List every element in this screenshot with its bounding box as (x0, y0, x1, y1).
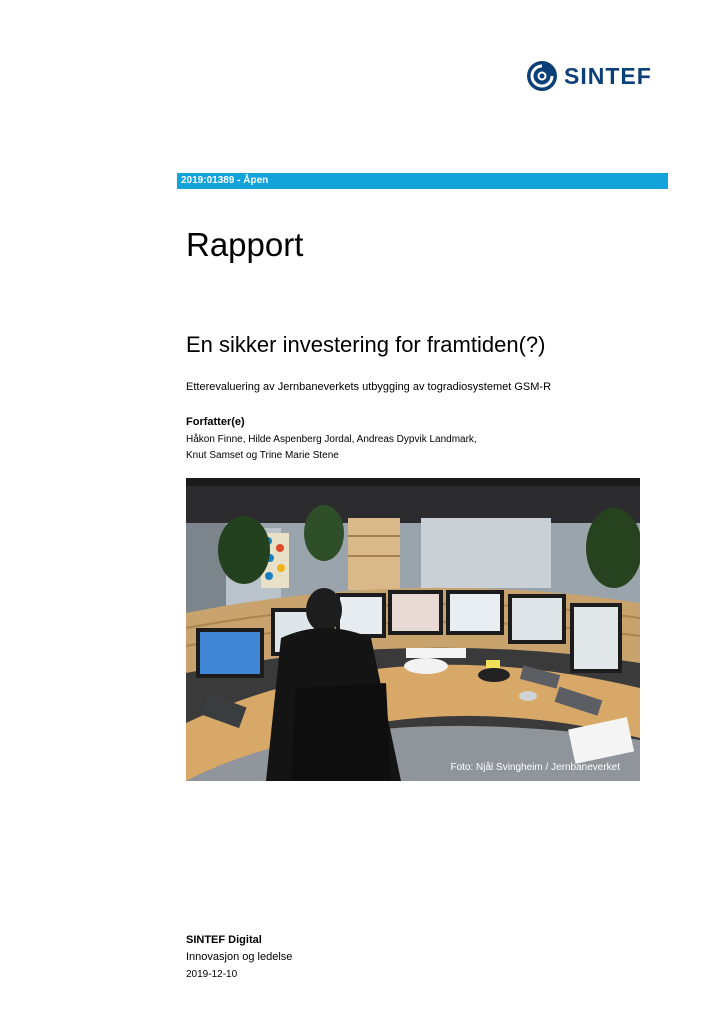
cover-photo (186, 478, 640, 781)
report-date: 2019-12-10 (186, 969, 238, 980)
sintef-logo-icon (526, 60, 558, 92)
department-name: Innovasjon og ledelse (186, 951, 293, 963)
logo-text: SINTEF (564, 62, 652, 89)
report-subtitle: En sikker investering for framtiden(?) (186, 332, 546, 357)
authors-line-2: Knut Samset og Trine Marie Stene (186, 450, 339, 461)
authors-heading: Forfatter(e) (186, 416, 245, 428)
authors-line-1: Håkon Finne, Hilde Aspenberg Jordal, Andreas Dypvik Landmark, (186, 434, 477, 445)
report-number-band: 2019:01389 - Åpen (177, 173, 668, 189)
photo-credit: Foto: Njål Svingheim / Jernbaneverket (450, 762, 620, 773)
page-title: Rapport (186, 226, 304, 263)
organization-name: SINTEF Digital (186, 934, 262, 946)
sintef-logo (526, 60, 652, 92)
control-room-illustration (186, 478, 640, 781)
report-description: Etterevaluering av Jernbaneverkets utbygging av togradiosystemet GSM-R (186, 381, 552, 393)
